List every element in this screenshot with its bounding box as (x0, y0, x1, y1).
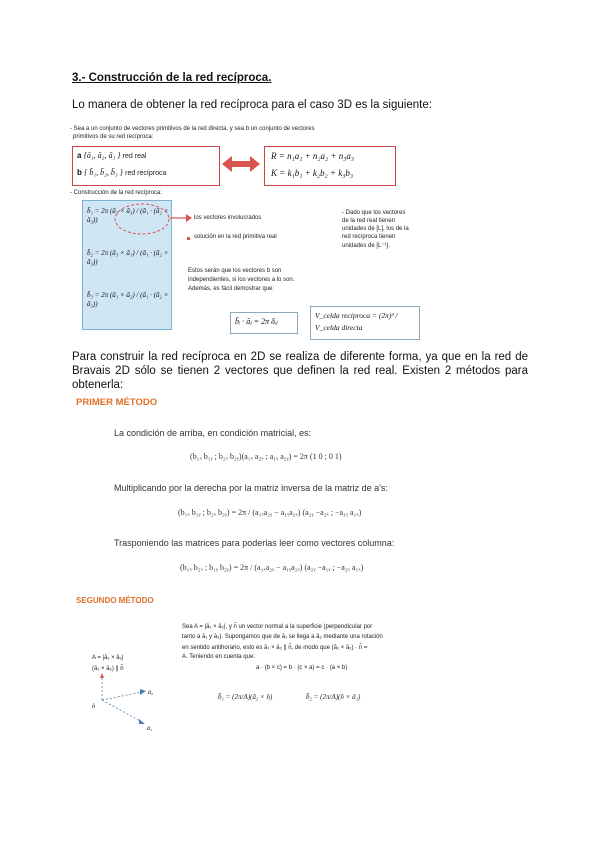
note-mid-3: Además, es fácil demostrar que: (188, 286, 275, 292)
method1-eq3: (b₁ₓ b₂ₓ ; b₁ᵧ b₂ᵧ) = 2π / (a₁ₓa₂ᵧ − a₁ᵧa₂ₓ) (a₂ᵧ −a₁ᵧ ; −a₂ₓ a₁ₓ) (180, 563, 364, 572)
method1-line3: Trasponiendo las matrices para poderlas leer como vectores columna: (114, 538, 395, 548)
method2-title: SEGUNDO MÉTODO (76, 596, 154, 605)
method2-text1: Sea A = |ā₁ × ā₂|, y n̂ un vector normal a la superficie (perpendicular por (182, 624, 373, 630)
volume-box (310, 306, 420, 340)
row-b-vectors: { b̄₁, b̄₂, b̄₃ } (84, 168, 123, 177)
method1-title: PRIMER MÉTODO (76, 397, 158, 408)
note-right-3: unidades de [L], los de la (342, 226, 409, 232)
dot-product-box (230, 312, 298, 334)
note-right-4: red recíproca tienen (342, 234, 396, 240)
note-mid-2: independientes, si los vectores a lo son. (188, 277, 295, 283)
reciprocal-formulas-box (82, 200, 172, 330)
method1-line1: La condición de arriba, en condición matricial, es: (114, 428, 312, 438)
note-mid-1: Estos serán que los vectores b son (188, 268, 282, 274)
bullet-icon (187, 237, 190, 240)
diagram-left-2: (ā₁ × ā₂) ∥ n̂ (92, 666, 124, 672)
diagram-left-1: A = |ā₁ × ā₂| (92, 655, 124, 661)
method2-text3: en sentido antihorario, esto es ā₁ × ā₂ ∥ n̂, de modo que (ā₁ × ā₂) · n̂ = (182, 645, 368, 651)
label-n: n̂ (92, 704, 95, 710)
method1-eq1: (b₁ₓ b₁ᵧ ; b₂ₓ b₂ᵧ)(a₁ₓ a₂ₓ ; a₁ᵧ a₂ᵧ) = 2π (1 0 ; 0 1) (190, 452, 342, 461)
method2-text2: tanto a ā₁ y ā₂). Supongamos que de ā₁ se llega a ā₂ mediante una rotación (182, 634, 383, 640)
pointer-arrow-icon (170, 214, 192, 222)
note-right-2: de la red real tienen (342, 218, 396, 224)
label-a2: ā₂ (148, 690, 154, 696)
formula-b1: b̄₁ = 2π (ā₂ × ā₃) / (ā₁ · (ā₂ × ā₃)) (87, 207, 169, 224)
eq-r: R = n₁a₁ + n₂a₂ + n₃a₃ (271, 151, 354, 161)
intro-text: Lo manera de obtener la red recíproca para el caso 3D es la siguiente: (72, 99, 432, 111)
double-arrow-icon (220, 154, 262, 174)
paragraph-2d: Para construir la red recíproca en 2D se realiza de diferente forma, ya que en la red de Bravais 2D sólo se tienen 2 vectores que definen la red real. Existen 2 métodos para obtenerla: (72, 351, 528, 391)
row-a-vectors: {ā₁, ā₂, ā₃ } (83, 151, 121, 160)
eq-k: K = k₁b₁ + k₂b₂ + k₃b₃ (271, 168, 353, 178)
equations-box (264, 146, 396, 186)
note-solution: solución en la red primitiva real (194, 234, 277, 240)
method1-line2: Multiplicando por la derecha por la matriz inversa de la matriz de a's: (114, 483, 388, 493)
row-a-text: red real (122, 153, 147, 160)
note-right-5: unidades de [L⁻¹]. (342, 243, 390, 249)
method1-eq2: (b₁ₓ b₁ᵧ ; b₂ₓ b₂ᵧ) = 2π / (a₁ₓa₂ᵧ − a₁ᵧa₂ₓ) (a₂ᵧ −a₂ₓ ; −a₁ᵧ a₁ₓ) (178, 508, 362, 517)
construction-label: - Construcción de la red recíproca: (70, 190, 163, 196)
vector-diagram (90, 672, 170, 736)
note-vectors: los vectores involucrados (194, 215, 262, 221)
note-top-1: - Sea a un conjunto de vectores primitivos de la red directa, y sea b un conjunto de vectores (70, 126, 315, 132)
formula-b3: b̄₃ = 2π (ā₁ × ā₂) / (ā₁ · (ā₂ × ā₃)) (87, 291, 169, 308)
method2-text4: A. Teniendo en cuenta que: (182, 654, 255, 660)
row-b-text: red recíproca (125, 170, 167, 177)
figure-3d-construction (70, 122, 420, 342)
eq-vol: V_celda recíproca = (2π)³ / V_celda directa (315, 311, 398, 332)
method2-eq-b1: b̄₁ = (2π/A)(ā₂ × n̂) (218, 693, 273, 701)
highlight-ellipse-icon (113, 201, 171, 237)
section-title: 3.- Construcción de la red recíproca. (72, 72, 272, 84)
eq-dot: b̄ᵢ · āⱼ = 2π δᵢⱼ (235, 317, 278, 326)
label-a1: ā₁ (147, 726, 153, 732)
method2-identity: a · (b × c) = b · (c × a) = c · (a × b) (256, 665, 348, 671)
note-right-1: - Dado que los vectores (342, 210, 406, 216)
formula-b2: b̄₂ = 2π (ā₃ × ā₁) / (ā₁ · (ā₂ × ā₃)) (87, 249, 169, 266)
row-b-label: b (77, 168, 82, 177)
note-top-2: primitivos de su red recíproca: (73, 134, 154, 140)
vectors-box (72, 146, 220, 186)
method2-eq-b2: b̄₂ = (2π/A)(n̂ × ā₁) (306, 693, 361, 701)
row-a-label: a (77, 151, 82, 160)
